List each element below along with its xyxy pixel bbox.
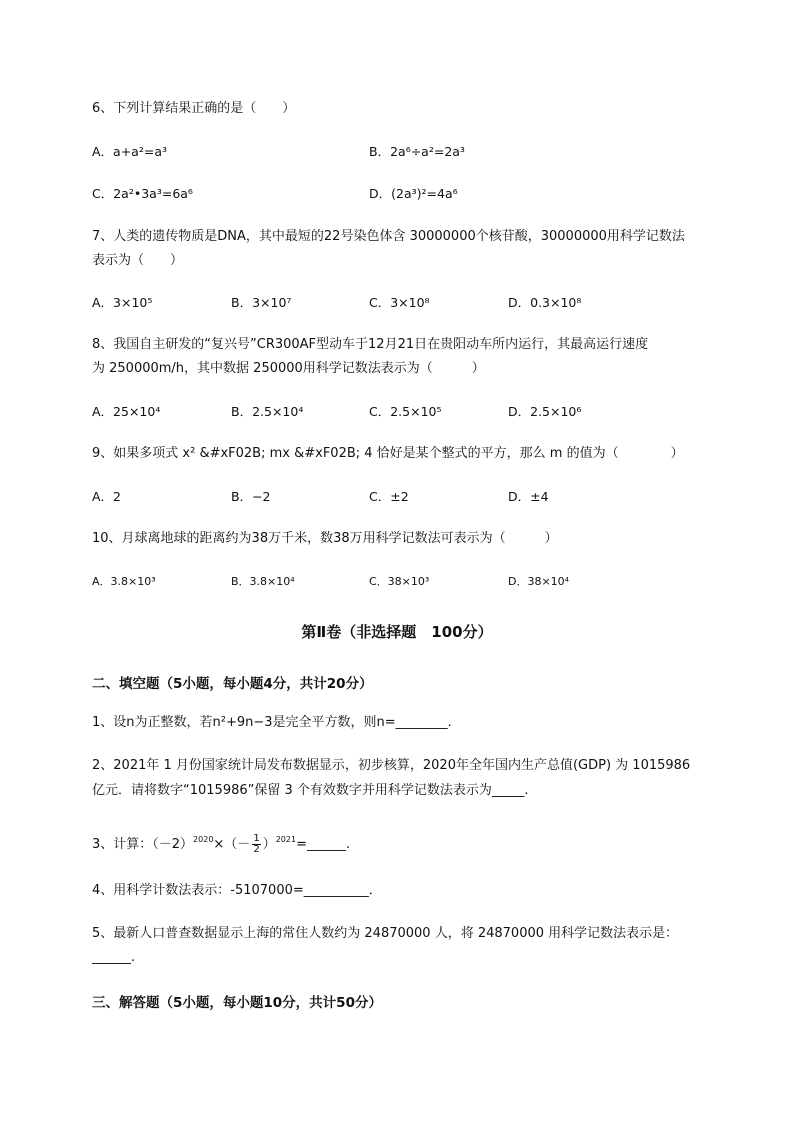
section-2-title: 二、填空题（5小题，每小题4分，共计20分） <box>92 676 373 692</box>
fill-question-2-line1: 2、2021年 1 月份国家统计局发布数据显示，初步核算，2020年全年国内生产总值(GDP) 为 1015986 <box>92 758 691 773</box>
question-9-stem: 9、如果多项式 x² &#xF02B; mx &#xF02B; 4 恰好是某个整式的平方，那么 m 的值为（ ） <box>92 446 684 461</box>
question-7-option-a: A．3×10⁵ <box>92 295 153 310</box>
fill-question-3-prefix: 3、计算：（－2） <box>92 837 194 852</box>
question-10-option-b: B．3.8×10⁴ <box>231 575 295 588</box>
fill-question-4: 4、用科学计数法表示：-5107000=__________． <box>92 883 382 898</box>
question-10-stem: 10、月球离地球的距离约为38万千米，数38万用科学记数法可表示为（ ） <box>92 531 558 546</box>
question-6-option-d: D．(2a³)²=4a⁶ <box>369 186 458 201</box>
fill-question-5-line2: ______. <box>92 950 136 965</box>
question-10-option-c: C．38×10³ <box>369 575 430 588</box>
section-3-title: 三、解答题（5小题，每小题10分，共计50分） <box>92 995 382 1011</box>
fraction-numerator: 1 <box>253 833 260 844</box>
question-6-option-b: B．2a⁶÷a²=2a³ <box>369 144 465 159</box>
question-8-option-b: B．2.5×10⁴ <box>231 404 304 419</box>
question-7-stem-line1: 7、人类的遗传物质是DNA，其中最短的22号染色体含 30000000个核苷酸，30000000用科学记数法 <box>92 229 685 244</box>
question-8-option-d: D．2.5×10⁶ <box>508 404 582 419</box>
question-7-option-b: B．3×10⁷ <box>231 295 292 310</box>
question-6-option-c: C．2a²•3a³=6a⁶ <box>92 186 193 201</box>
question-6-option-a: A．a+a²=a³ <box>92 144 168 159</box>
fill-question-3-close: ） <box>262 837 276 852</box>
question-7-stem-line2: 表示为（ ） <box>92 253 184 268</box>
fraction-denominator: 2 <box>253 844 260 855</box>
fill-question-3-exponent-1: 2020 <box>193 835 214 844</box>
fill-question-3 <box>92 832 350 858</box>
question-9-option-a: A．2 <box>92 489 122 504</box>
fill-question-3-mid: ×（－ <box>213 837 251 852</box>
question-7-option-d: D．0.3×10⁸ <box>508 295 582 310</box>
fill-question-5-line1: 5、最新人口普查数据显示上海的常住人数约为 24870000 人，将 24870000 用科学记数法表示是： <box>92 926 679 941</box>
fill-question-2-line2: 亿元．请将数字“1015986”保留 3 个有效数字并用科学记数法表示为_____. <box>92 783 529 798</box>
fraction-one-half <box>252 834 260 855</box>
question-8-stem-line2: 为 250000m/h，其中数据 250000用科学记数法表示为（ ） <box>92 361 485 376</box>
question-10-option-a: A．3.8×10³ <box>92 575 156 588</box>
part-2-title: 第Ⅱ卷（非选择题 100分） <box>301 623 493 641</box>
fill-question-3-exponent-2: 2021 <box>275 835 297 844</box>
question-6-stem: 6、下列计算结果正确的是（ ） <box>92 101 296 116</box>
question-9-option-c: C．±2 <box>369 489 409 504</box>
question-10-option-d: D．38×10⁴ <box>508 575 570 588</box>
question-8-stem-line1: 8、我国自主研发的“复兴号”CR300AF型动车于12月21日在贵阳动车所内运行，其最高运行速度 <box>92 337 649 352</box>
fill-question-1: 1、设n为正整数，若n²+9n−3是完全平方数，则n=________. <box>92 715 452 730</box>
question-8-option-c: C．2.5×10⁵ <box>369 404 442 419</box>
question-8-option-a: A．25×10⁴ <box>92 404 161 419</box>
question-9-option-b: B．−2 <box>231 489 271 504</box>
question-9-option-d: D．±4 <box>508 489 549 504</box>
fill-question-3-suffix: =______. <box>296 837 351 852</box>
question-7-option-c: C．3×10⁸ <box>369 295 430 310</box>
